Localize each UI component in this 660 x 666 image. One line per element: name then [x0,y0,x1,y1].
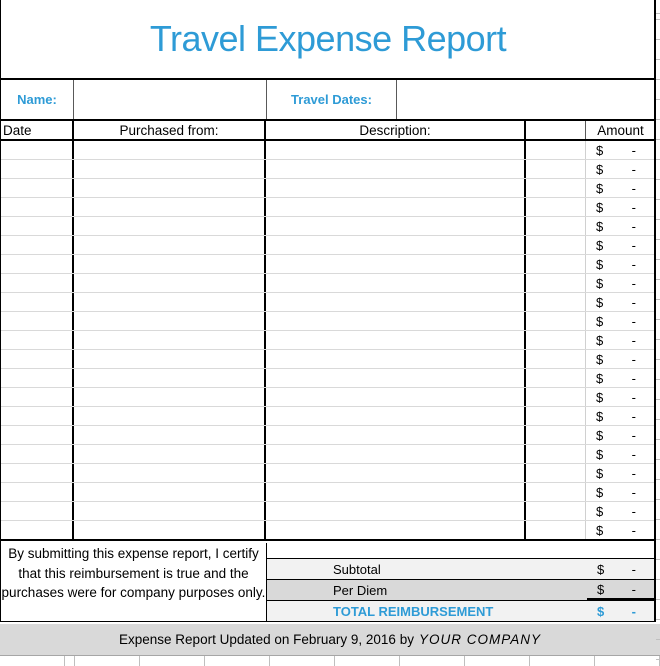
subtotal-row [267,559,655,580]
table-row [1,293,655,312]
table-row [1,388,655,407]
subtotal-value: - [631,561,636,577]
per-diem-row [267,580,655,601]
total-amount-cell [587,601,655,621]
amount-value: - [631,351,636,367]
column-header-description: Description: [266,121,526,139]
row-purchased-from-cell[interactable] [74,331,266,349]
currency-symbol: $ [596,256,604,272]
row-spacer-cell [526,198,586,216]
total-reimbursement-row [267,601,655,621]
row-spacer-cell [526,426,586,444]
row-date-cell[interactable] [1,198,74,216]
table-row [1,236,655,255]
row-date-cell[interactable] [1,426,74,444]
amount-value: - [631,218,636,234]
row-spacer-cell [526,217,586,235]
page-title: Travel Expense Report [149,18,507,59]
table-row [1,274,655,293]
table-row [1,350,655,369]
row-description-cell[interactable] [266,274,526,292]
amount-value: - [631,465,636,481]
amount-value: - [631,161,636,177]
currency-symbol: $ [597,581,605,597]
sheet-gridline-strip-right [656,0,660,666]
currency-symbol: $ [596,161,604,177]
row-spacer-cell [526,502,586,520]
row-purchased-from-cell[interactable] [74,274,266,292]
column-header-date: Date [1,121,74,139]
row-spacer-cell [526,331,586,349]
row-description-cell[interactable] [266,464,526,482]
amount-value: - [631,294,636,310]
currency-symbol: $ [596,237,604,253]
currency-symbol: $ [596,427,604,443]
row-purchased-from-cell[interactable] [74,312,266,330]
sheet-left-border [0,0,1,622]
table-row [1,502,655,521]
certification-text: By submitting this expense report, I certify that this reimbursement is true and the purchases were for company purposes only. [1,543,267,622]
column-header-amount: Amount [597,122,644,138]
total-reimbursement-label: TOTAL REIMBURSEMENT [333,603,494,619]
sheet-right-border [654,0,656,622]
row-amount-cell[interactable] [586,331,655,349]
amount-value: - [631,522,636,538]
table-row [1,141,655,160]
name-input[interactable] [74,80,267,119]
amount-value: - [631,275,636,291]
amount-value: - [631,256,636,272]
per-diem-label: Per Diem [333,582,388,598]
row-purchased-from-cell[interactable] [74,350,266,368]
currency-symbol: $ [597,561,605,577]
table-row [1,198,655,217]
row-purchased-from-cell[interactable] [74,141,266,159]
row-amount-cell[interactable] [586,198,655,216]
row-purchased-from-cell[interactable] [74,293,266,311]
row-spacer-cell [526,293,586,311]
row-purchased-from-cell[interactable] [74,407,266,425]
row-spacer-cell [526,179,586,197]
row-purchased-from-cell[interactable] [74,236,266,254]
row-purchased-from-cell[interactable] [74,445,266,463]
currency-symbol: $ [596,503,604,519]
row-description-cell[interactable] [266,236,526,254]
row-date-cell[interactable] [1,274,74,292]
currency-symbol: $ [597,603,605,619]
table-row [1,312,655,331]
currency-symbol: $ [596,180,604,196]
row-amount-cell[interactable] [586,483,655,501]
footer-text: Expense Report Updated on February 9, 2016 by [119,632,414,647]
row-description-cell[interactable] [266,179,526,197]
row-spacer-cell [526,160,586,178]
row-spacer-cell [526,312,586,330]
row-description-cell[interactable] [266,521,526,539]
currency-symbol: $ [596,275,604,291]
row-description-cell[interactable] [266,426,526,444]
amount-value: - [631,484,636,500]
amount-value: - [631,370,636,386]
row-spacer-cell [526,141,586,159]
title-band [0,0,656,80]
amount-value: - [631,199,636,215]
row-purchased-from-cell[interactable] [74,464,266,482]
row-spacer-cell [526,350,586,368]
per-diem-amount-cell[interactable] [587,580,655,600]
row-date-cell[interactable] [1,312,74,330]
footer-company-name: YOUR COMPANY [418,632,541,647]
travel-dates-input[interactable] [397,80,655,119]
row-spacer-cell [526,445,586,463]
row-date-cell[interactable] [1,464,74,482]
amount-value: - [631,237,636,253]
table-row [1,179,655,198]
row-date-cell[interactable] [1,369,74,387]
table-row [1,407,655,426]
row-date-cell[interactable] [1,388,74,406]
row-purchased-from-cell[interactable] [74,160,266,178]
row-spacer-cell [526,369,586,387]
subtotal-amount-cell[interactable] [587,559,655,579]
row-amount-cell[interactable] [586,369,655,387]
row-amount-cell[interactable] [586,255,655,273]
table-row [1,369,655,388]
row-description-cell[interactable] [266,255,526,273]
row-amount-cell[interactable] [586,445,655,463]
row-date-cell[interactable] [1,179,74,197]
amount-value: - [631,408,636,424]
table-row [1,217,655,236]
row-date-cell[interactable] [1,255,74,273]
row-description-cell[interactable] [266,350,526,368]
column-header-spacer [526,121,586,139]
currency-symbol: $ [596,484,604,500]
name-dates-row [1,80,655,119]
row-date-cell[interactable] [1,331,74,349]
row-description-cell[interactable] [266,388,526,406]
row-date-cell[interactable] [1,293,74,311]
sheet-gridline-strip-bottom [0,656,660,666]
table-row [1,426,655,445]
row-amount-cell[interactable] [586,274,655,292]
table-row [1,521,655,539]
total-value: - [631,603,636,619]
currency-symbol: $ [596,313,604,329]
currency-symbol: $ [596,294,604,310]
row-description-cell[interactable] [266,141,526,159]
row-description-cell[interactable] [266,502,526,520]
row-amount-cell[interactable] [586,236,655,254]
row-date-cell[interactable] [1,236,74,254]
row-amount-cell[interactable] [586,293,655,311]
row-purchased-from-cell[interactable] [74,179,266,197]
amount-value: - [631,142,636,158]
row-description-cell[interactable] [266,312,526,330]
row-amount-cell[interactable] [586,141,655,159]
amount-value: - [631,389,636,405]
row-amount-cell[interactable] [586,160,655,178]
row-description-cell[interactable] [266,198,526,216]
row-spacer-cell [526,464,586,482]
summary-section [267,543,655,622]
table-row [1,445,655,464]
row-description-cell[interactable] [266,483,526,501]
currency-symbol: $ [596,332,604,348]
row-date-cell[interactable] [1,407,74,425]
row-amount-cell[interactable] [586,312,655,330]
row-purchased-from-cell[interactable] [74,369,266,387]
summary-box [267,558,655,622]
row-date-cell[interactable] [1,445,74,463]
currency-symbol: $ [596,408,604,424]
row-spacer-cell [526,407,586,425]
row-purchased-from-cell[interactable] [74,388,266,406]
row-spacer-cell [526,255,586,273]
row-spacer-cell [526,388,586,406]
row-date-cell[interactable] [1,160,74,178]
row-date-cell[interactable] [1,521,74,539]
row-amount-cell[interactable] [586,179,655,197]
row-date-cell[interactable] [1,502,74,520]
footer-bar [0,624,660,656]
table-header-row [1,119,655,141]
subtotal-label: Subtotal [333,561,381,577]
amount-value: - [631,332,636,348]
row-description-cell[interactable] [266,293,526,311]
row-description-cell[interactable] [266,217,526,235]
amount-value: - [631,503,636,519]
amount-value: - [631,180,636,196]
row-description-cell[interactable] [266,331,526,349]
row-purchased-from-cell[interactable] [74,198,266,216]
table-row [1,483,655,502]
name-label: Name: [1,80,74,119]
currency-symbol: $ [596,389,604,405]
row-description-cell[interactable] [266,369,526,387]
row-purchased-from-cell[interactable] [74,502,266,520]
row-purchased-from-cell[interactable] [74,255,266,273]
row-date-cell[interactable] [1,217,74,235]
amount-value: - [631,446,636,462]
row-date-cell[interactable] [1,141,74,159]
row-spacer-cell [526,274,586,292]
table-row [1,160,655,179]
currency-symbol: $ [596,522,604,538]
row-amount-cell[interactable] [586,502,655,520]
row-date-cell[interactable] [1,483,74,501]
amount-value: - [631,313,636,329]
currency-symbol: $ [596,351,604,367]
travel-dates-label: Travel Dates: [267,80,397,119]
row-amount-cell[interactable] [586,426,655,444]
expense-rows [1,141,655,541]
row-amount-cell[interactable] [586,464,655,482]
row-description-cell[interactable] [266,160,526,178]
row-amount-cell[interactable] [586,217,655,235]
table-row [1,331,655,350]
per-diem-value: - [631,581,636,597]
row-spacer-cell [526,236,586,254]
currency-symbol: $ [596,465,604,481]
row-date-cell[interactable] [1,350,74,368]
row-amount-cell[interactable] [586,407,655,425]
row-amount-cell[interactable] [586,521,655,539]
row-purchased-from-cell[interactable] [74,426,266,444]
row-amount-cell[interactable] [586,388,655,406]
currency-symbol: $ [596,142,604,158]
row-purchased-from-cell[interactable] [74,217,266,235]
currency-symbol: $ [596,218,604,234]
currency-symbol: $ [596,446,604,462]
row-description-cell[interactable] [266,445,526,463]
row-amount-cell[interactable] [586,350,655,368]
column-header-purchased-from: Purchased from: [74,121,266,139]
row-purchased-from-cell[interactable] [74,483,266,501]
row-purchased-from-cell[interactable] [74,521,266,539]
row-spacer-cell [526,521,586,539]
currency-symbol: $ [596,199,604,215]
currency-symbol: $ [596,370,604,386]
amount-value: - [631,427,636,443]
table-row [1,255,655,274]
table-row [1,464,655,483]
row-description-cell[interactable] [266,407,526,425]
row-spacer-cell [526,483,586,501]
